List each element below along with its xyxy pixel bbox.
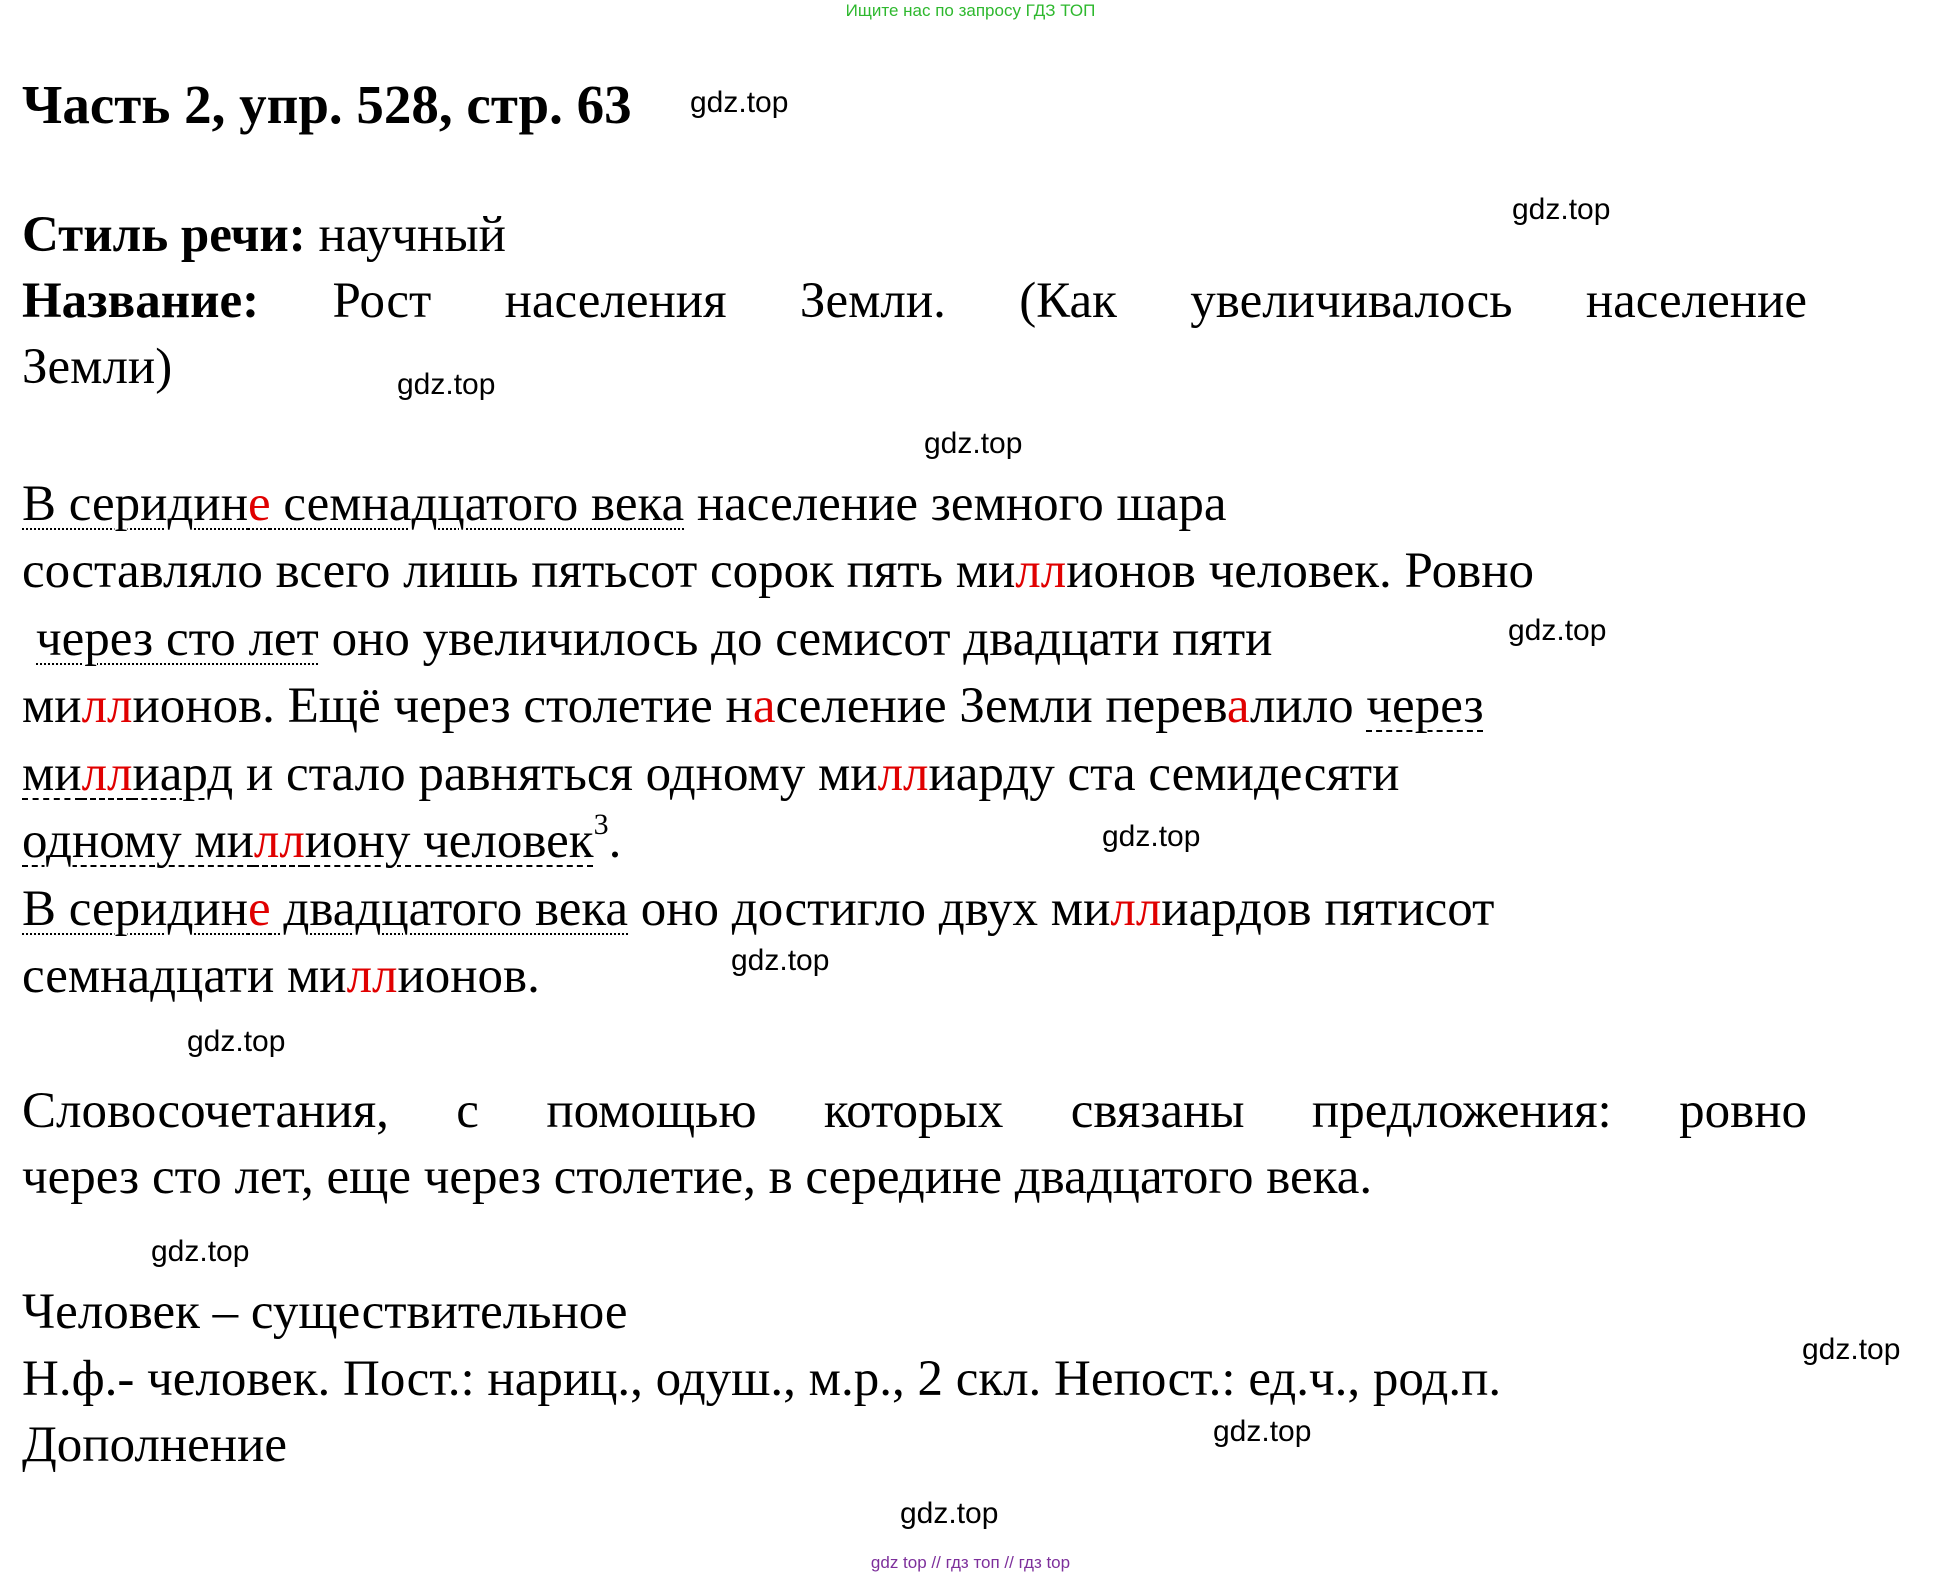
phrase-word: которых [823, 1083, 1004, 1139]
text-line: составляло всего лишь пятьсот сорок пять миллионов человек. Ровно [22, 543, 1535, 599]
phrase-word: помощью [546, 1083, 757, 1139]
watermark: gdz.top [924, 427, 1023, 460]
underlined-phrase: миллиард [22, 746, 234, 802]
watermark: gdz.top [1102, 820, 1201, 853]
speech-style-label: Стиль речи: [22, 207, 306, 263]
phrases-line-2: через сто лет, еще через столетие, в середине двадцатого века. [22, 1149, 1373, 1205]
top-banner: Ищите нас по запросу ГДЗ ТОП [845, 1, 1096, 20]
watermark: gdz.top [151, 1235, 250, 1268]
underlined-phrase: В серидине двадцатого века [22, 881, 629, 937]
watermark: gdz.top [731, 944, 830, 977]
title-word: Земли. [799, 273, 946, 329]
watermark: gdz.top [690, 86, 789, 119]
footnote-mark: 3 [593, 808, 609, 841]
title-word: Рост [332, 273, 432, 329]
text-line: миллиард и стало равняться одному миллиарду ста семидесяти [22, 746, 1400, 802]
phrases-line [22, 1082, 1807, 1140]
speech-style-value: научный [318, 207, 506, 263]
underlined-phrase: через [1366, 678, 1484, 734]
analysis-line: Дополнение [22, 1417, 288, 1473]
text-line: одному миллиону человек$^3$. [22, 808, 622, 869]
title-word: население [1585, 273, 1807, 329]
text-line: через сто лет оно увеличилось до семисот двадцати пяти [36, 611, 1273, 667]
text-line: В серидине двадцатого века оно достигло двух миллиардов пятисот [22, 881, 1495, 937]
underlined-phrase: одному миллиону человек [22, 813, 594, 869]
text-line: семнадцати миллионов. [22, 948, 540, 1004]
title-word: населения [504, 273, 727, 329]
underlined-phrase: через сто лет [36, 611, 319, 667]
title-label: Название: [22, 273, 260, 329]
watermark: gdz.top [1213, 1415, 1312, 1448]
watermark: gdz.top [397, 368, 496, 401]
bottom-banner: gdz top // гдз топ // гдз top [870, 1553, 1071, 1572]
watermark: gdz.top [1512, 193, 1611, 226]
text-line: миллионов. Ещё через столетие население Земли перевалило через [22, 678, 1484, 734]
underlined-phrase: В серидине семнадцатого века [22, 476, 685, 532]
watermark: gdz.top [900, 1497, 999, 1530]
phrase-word: предложения: [1311, 1083, 1612, 1139]
title-line-2: Земли) [22, 339, 173, 395]
analysis-line: Человек – существительное [22, 1284, 628, 1340]
phrase-word: ровно [1679, 1083, 1807, 1139]
watermark: gdz.top [187, 1025, 286, 1058]
watermark: gdz.top [1802, 1333, 1901, 1366]
phrase-word: связаны [1070, 1083, 1245, 1139]
page-title: Часть 2, упр. 528, стр. 63 [22, 74, 632, 135]
speech-style [22, 206, 506, 264]
title-word: (Как [1019, 273, 1117, 329]
title-line [22, 272, 1807, 330]
phrase-word: с [456, 1083, 479, 1139]
title-word: увеличивалось [1190, 273, 1513, 329]
phrase-word: Словосочетания, [22, 1083, 389, 1139]
watermark: gdz.top [1508, 614, 1607, 647]
analysis-line: Н.ф.- человек. Пост.: нариц., одуш., м.р., 2 скл. Непост.: ед.ч., род.п. [22, 1351, 1502, 1407]
text-line: В серидине семнадцатого века население земного шара [22, 476, 1227, 532]
